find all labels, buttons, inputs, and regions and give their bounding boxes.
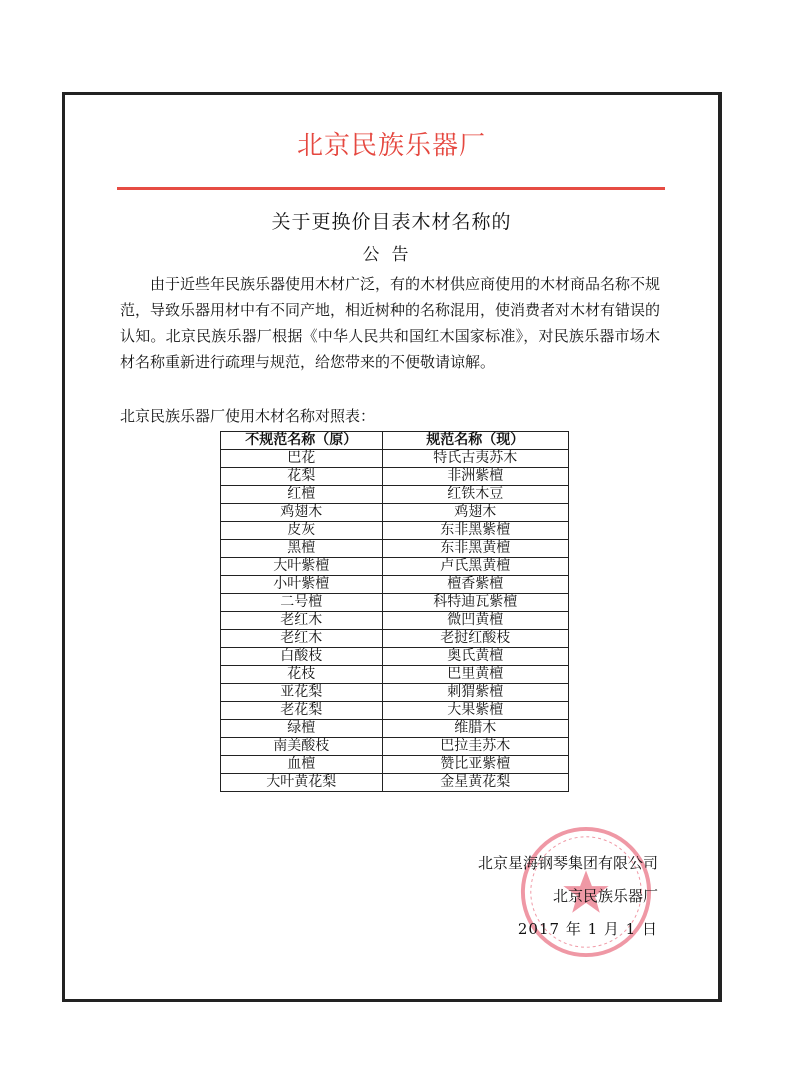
old-name-cell: 皮灰 [221,522,383,540]
letterhead-title: 北京民族乐器厂 [296,131,486,161]
table-row [221,558,569,576]
new-name-cell: 科特迪瓦紫檀 [382,594,568,612]
notice-title: 关于更换价目表木材名称的 [271,211,512,233]
old-name-cell: 绿檀 [221,720,383,738]
new-name-cell: 赞比亚紫檀 [382,756,568,774]
new-name-cell: 非洲紫檀 [382,468,568,486]
old-name-cell: 鸡翅木 [221,504,383,522]
signature-date: 2017 年 1 月 1 日 [517,920,658,938]
new-name-cell: 檀香紫檀 [382,576,568,594]
old-name-cell: 老红木 [221,612,383,630]
table-row [221,720,569,738]
old-name-cell: 花枝 [221,666,383,684]
signature-org-group: 北京星海钢琴集团有限公司 [477,854,658,872]
table-row [221,522,569,540]
table-row [221,486,569,504]
table-row [221,774,569,792]
new-name-cell: 东非黑紫檀 [382,522,568,540]
signature-org-factory: 北京民族乐器厂 [552,887,658,905]
old-name-cell: 大叶紫檀 [221,558,383,576]
table-row [221,540,569,558]
old-name-cell: 花梨 [221,468,383,486]
header-new-name: 规范名称（现） [382,432,568,450]
table-row [221,450,569,468]
header-old-name: 不规范名称（原） [221,432,383,450]
new-name-cell: 金星黄花梨 [382,774,568,792]
new-name-cell: 东非黑黄檀 [382,540,568,558]
old-name-cell: 大叶黄花梨 [221,774,383,792]
table-row [221,576,569,594]
new-name-cell: 巴里黄檀 [382,666,568,684]
old-name-cell: 南美酸枝 [221,738,383,756]
old-name-cell: 老花梨 [221,702,383,720]
table-row [221,648,569,666]
table-row [221,630,569,648]
new-name-cell: 大果紫檀 [382,702,568,720]
old-name-cell: 亚花梨 [221,684,383,702]
old-name-cell: 二号檀 [221,594,383,612]
old-name-cell: 巴花 [221,450,383,468]
new-name-cell: 刺猬紫檀 [382,684,568,702]
document-frame [62,92,722,1002]
table-header-row [221,432,569,450]
new-name-cell: 维腊木 [382,720,568,738]
notice-body: 由于近些年民族乐器使用木材广泛，有的木材供应商使用的木材商品名称不规范，导致乐器用材中有不同产地，相近树种的名称混用，使消费者对木材有错误的认知。北京民族乐器厂根据《中华人民共和国红木国家标准》，对民族乐器市场木材名称重新进行疏理与规范，给您带来的不便敬请谅解。 [120,275,661,371]
table-row [221,756,569,774]
new-name-cell: 卢氏黑黄檀 [382,558,568,576]
old-name-cell: 小叶紫檀 [221,576,383,594]
new-name-cell: 红铁木豆 [382,486,568,504]
notice-subtitle: 公告 [362,245,421,265]
table-row [221,612,569,630]
old-name-cell: 红檀 [221,486,383,504]
table-row [221,738,569,756]
new-name-cell: 奥氏黄檀 [382,648,568,666]
table-row [221,504,569,522]
new-name-cell: 微凹黄檀 [382,612,568,630]
old-name-cell: 白酸枝 [221,648,383,666]
new-name-cell: 老挝红酸枝 [382,630,568,648]
letterhead-rule [117,187,665,190]
new-name-cell: 特氏古夷苏木 [382,450,568,468]
table-row [221,594,569,612]
wood-name-table [220,431,569,792]
table-caption: 北京民族乐器厂使用木材名称对照表： [120,407,376,425]
new-name-cell: 巴拉圭苏木 [382,738,568,756]
table-row [221,702,569,720]
old-name-cell: 老红木 [221,630,383,648]
table-row [221,468,569,486]
new-name-cell: 鸡翅木 [382,504,568,522]
table-row [221,666,569,684]
old-name-cell: 血檀 [221,756,383,774]
old-name-cell: 黑檀 [221,540,383,558]
table-row [221,684,569,702]
